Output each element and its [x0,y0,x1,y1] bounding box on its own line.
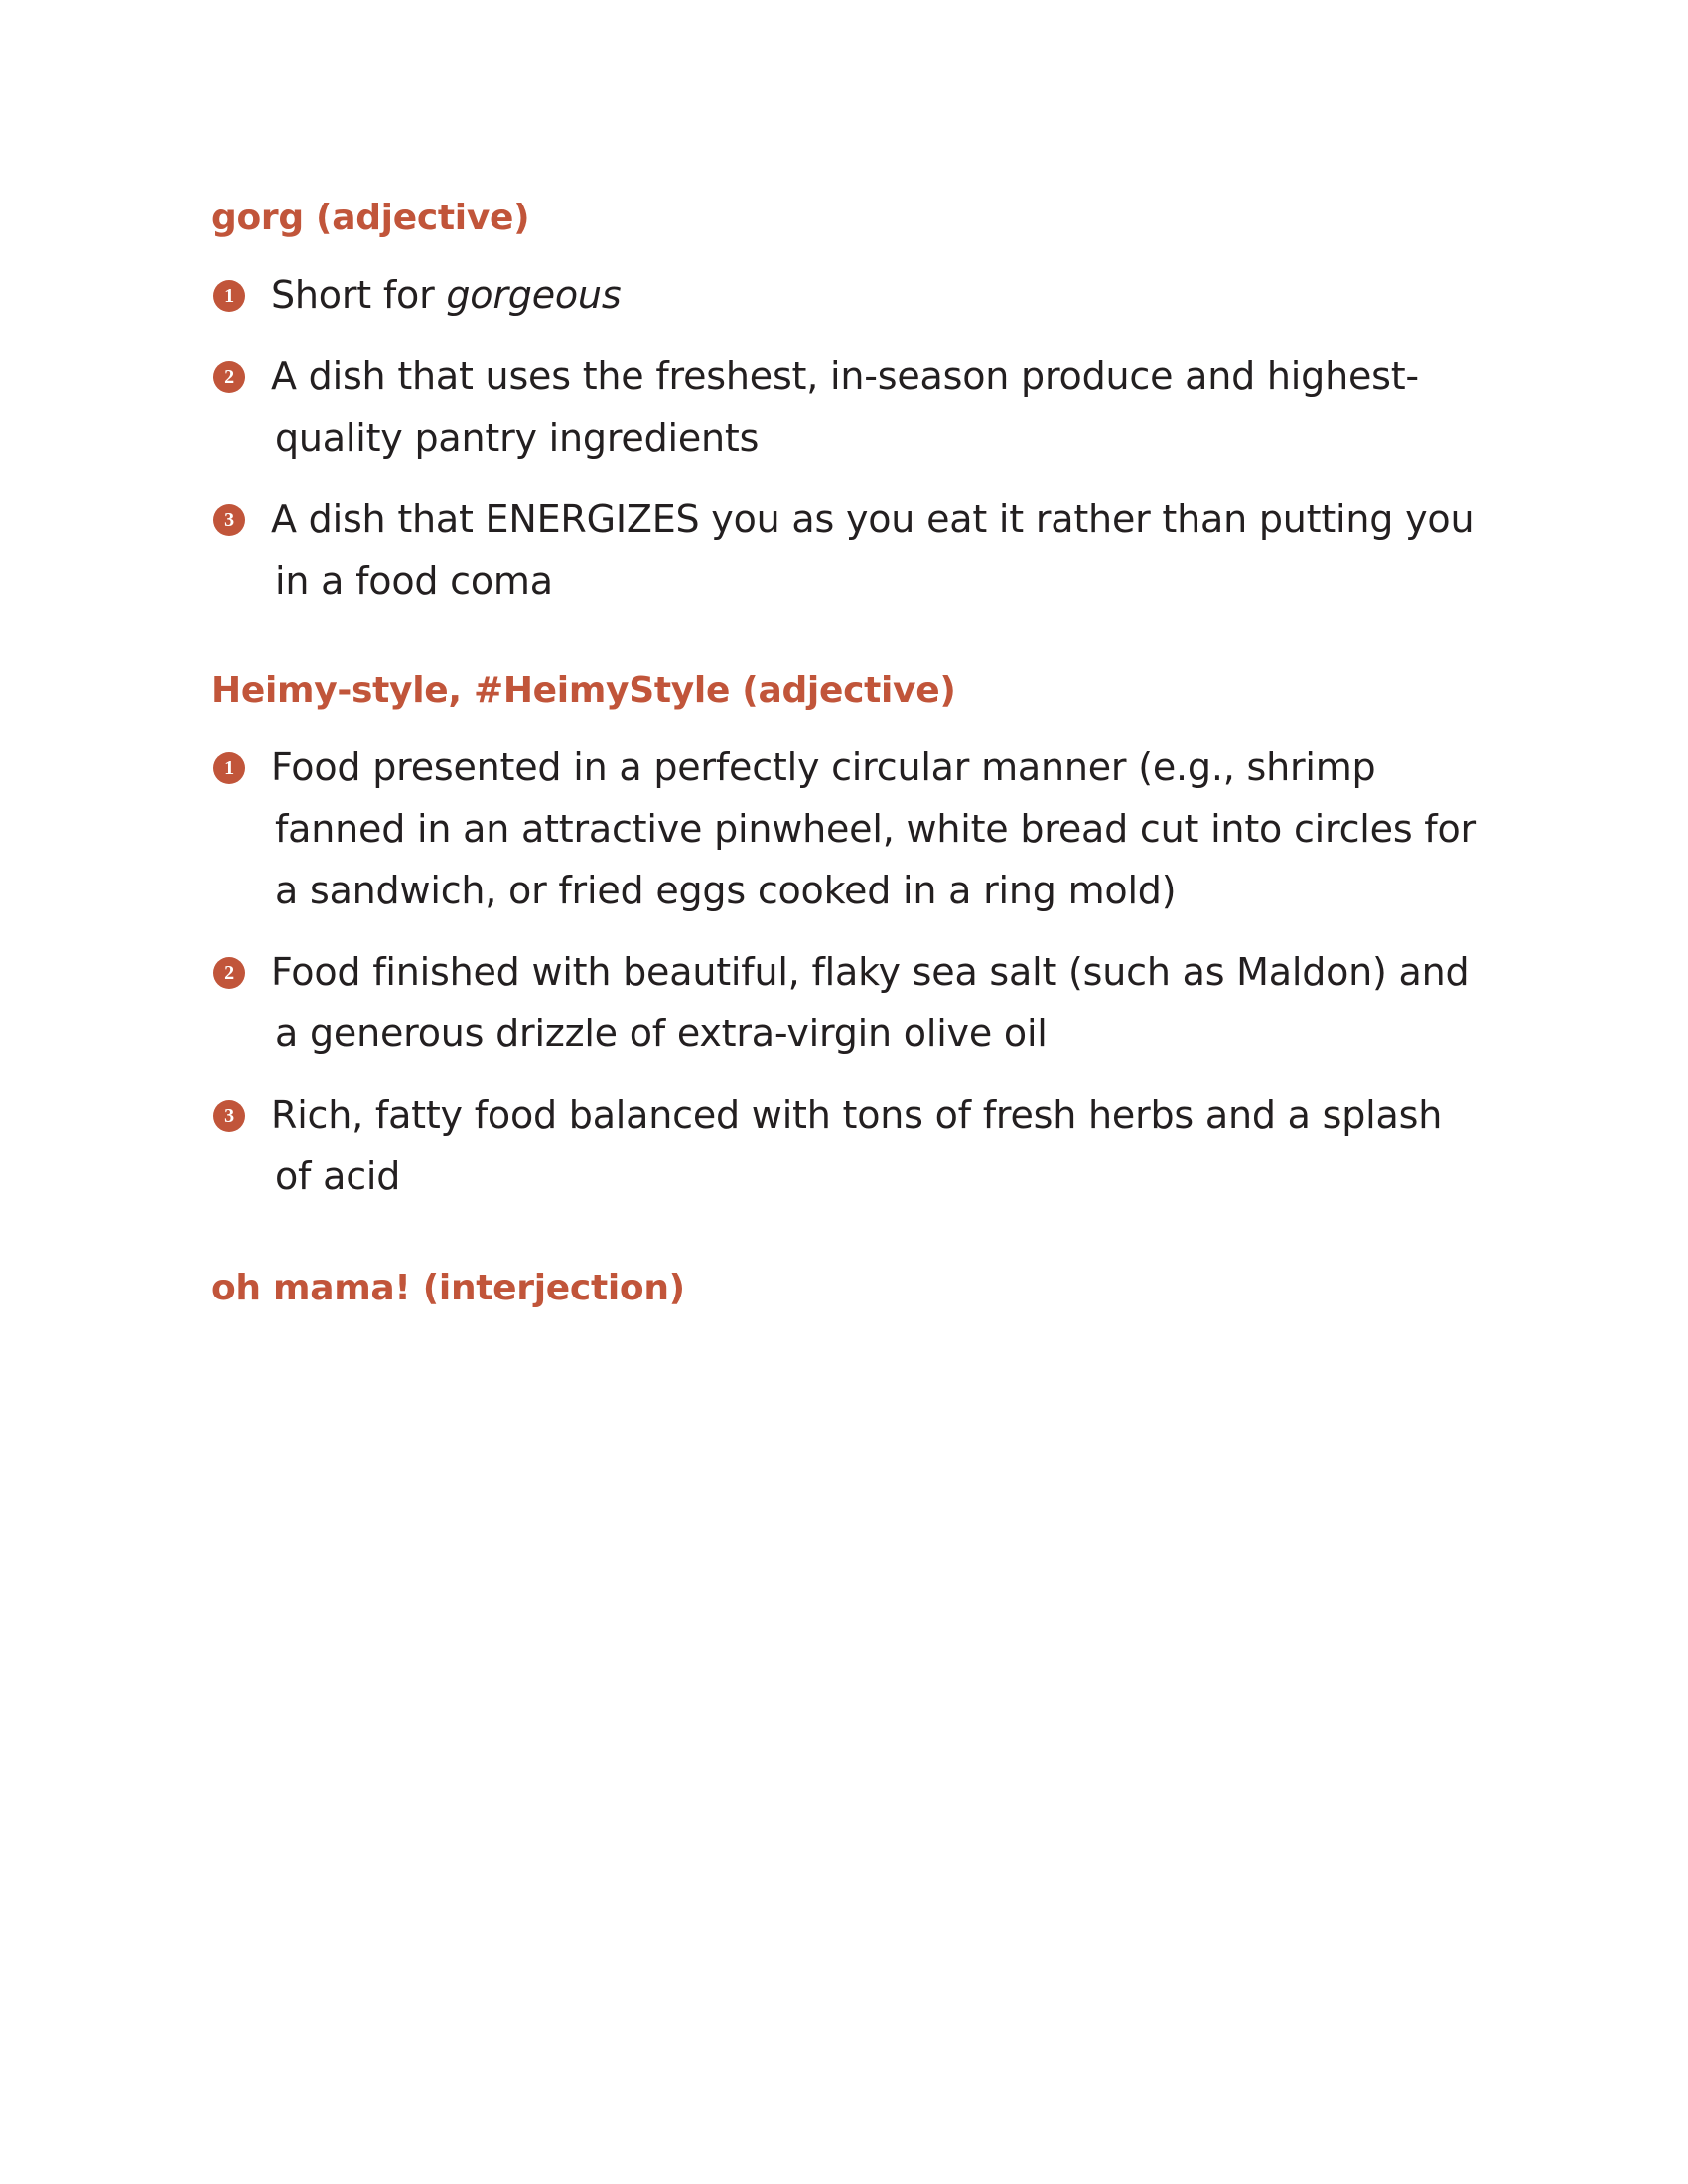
definition-item [211,345,1502,469]
number-badge-icon: 3 [213,1100,245,1132]
definition-line: fanned in an attractive pinwheel, white bread cut into circles for [275,807,1476,851]
number-badge-icon: 2 [213,957,245,989]
definition-item [211,1084,1502,1207]
number-badge-icon: 3 [213,504,245,536]
definition-line: A dish that ENERGIZES you as you eat it rather than putting you [271,497,1475,541]
definition-item [211,737,1502,921]
definition-list [211,264,1502,612]
definition-item [211,264,1502,326]
term-heading: Heimy-style, #HeimyStyle (adjective) [211,670,956,711]
definition-line: a sandwich, or fried eggs cooked in a ring mold) [275,869,1177,912]
definition-line: Food finished with beautiful, flaky sea salt (such as Maldon) and [271,950,1470,994]
glossary-entry-heimy-style [211,667,1502,1207]
definition-line: of acid [275,1155,401,1198]
glossary-entry-gorg [211,195,1502,612]
definition-line: Food presented in a perfectly circular manner (e.g., shrimp [271,746,1376,789]
italic-word: gorgeous [446,273,622,317]
definition-line: Rich, fatty food balanced with tons of fresh herbs and a splash [271,1093,1443,1137]
glossary-entry-oh-mama [211,1265,1502,1312]
term-heading: gorg (adjective) [211,198,530,238]
definition-line: a generous drizzle of extra-virgin olive oil [275,1012,1048,1055]
definition-line: in a food coma [275,559,553,603]
number-badge-icon: 1 [213,752,245,784]
definition-item [211,488,1502,612]
definition-list [211,737,1502,1207]
term-heading: oh mama! (interjection) [211,1268,685,1308]
definition-item [211,941,1502,1064]
definition-line: quality pantry ingredients [275,416,760,460]
number-badge-icon: 1 [213,280,245,312]
definition-line: Short for gorgeous [271,273,622,317]
glossary-page [211,195,1502,1312]
number-badge-icon: 2 [213,361,245,393]
definition-line: A dish that uses the freshest, in-season produce and highest- [271,354,1419,398]
